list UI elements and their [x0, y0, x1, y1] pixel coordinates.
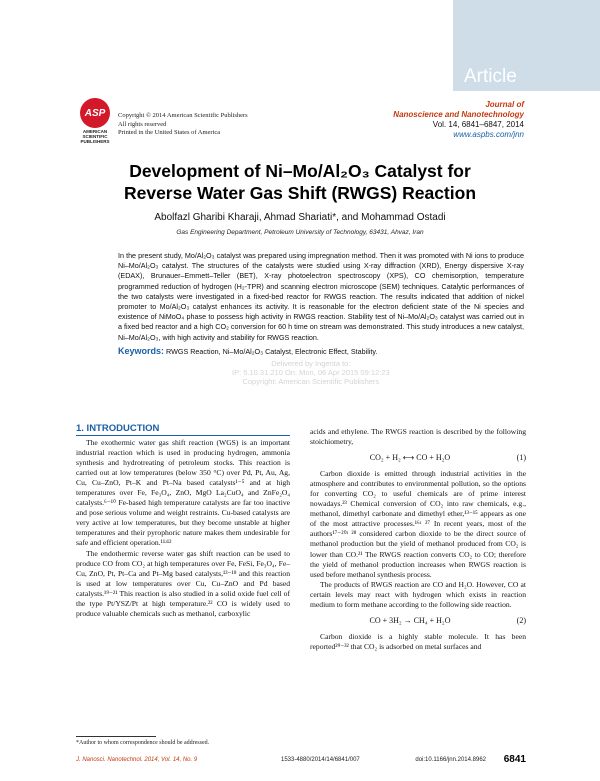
paragraph: The products of RWGS reaction are CO and H₂O. However, CO at certain levels may react with hydrogen which exists in reaction medium to form methane according to the following side reaction. [310, 579, 526, 609]
abstract-text: In the present study, Mo/Al₂O₃ catalyst was prepared using impregnation method. Then it was promoted with Ni ions to produce Ni–Mo/Al₂O₃ catalyst. The structures of the catalysts were studied using X-ray diffraction (XRD), Energy dispersive X-ray (EDAX), Brunauer–Emmett–Teller (BET), X-ray photoelectron spectroscopy (XPS), CO chemisorption, temperature programmed reduction of hydrogen (H₂-TPR) and scanning electron microscope (SEM) techniques. Catalytic performances of the two catalysts were investigated in a fixed-bed reactor for RWGS reaction. The results indicated that addition of nickel promoter to Mo/Al₂O₃ catalyst enhances its activity. It is reasonable for the electron deficient state of the Ni species and existence of NiMoO₄ phase to possess high activity in RWGS reaction. Stability test of Ni–Mo/Al₂O₃ catalyst was carried out in a fixed bed reactor and a high CO₂ conversion for 60 h time on stream was demonstrated. This study introduces a new catalyst, Ni–Mo/Al₂O₃, with high activity and stability for RWGS reaction. [118, 251, 524, 342]
author-list: Abolfazl Gharibi Kharaji, Ahmad Shariati*, and Mohammad Ostadi [154, 212, 446, 223]
left-column [76, 438, 290, 619]
section-divider [76, 435, 290, 436]
footer-doi: doi:10.1166/jnn.2014.8962 [415, 757, 486, 763]
keywords-label: Keywords: [118, 346, 165, 356]
right-column [310, 427, 526, 652]
section-heading: 1. INTRODUCTION [76, 423, 160, 434]
paragraph: acids and ethylene. The RWGS reaction is described by the following stoichiometry, [310, 427, 526, 447]
copyright-notice: Copyright © 2014 American Scientific Publishers All rights reserved Printed in the United States of America [118, 112, 248, 136]
paragraph: The endothermic reverse water gas shift reaction can be used to produce CO from CO₂ at high temperatures over Fe, FeSi, Fe₃O₄, Fe–Cu, ZnO, Pt, Pt–Ca and Pt–Mg based catalysts,¹³⁻¹⁸ and this reaction is used at low temperatures over Cu, Cu–ZnO and Pd based catalysts.¹⁹⁻²¹ This reaction is also studied in a solid oxide fuel cell of the type Pt/YSZ/Pt at high temperature.²² CO is widely used to produce valuable chemicals such as methanol, carboxylic [76, 548, 290, 618]
footnote: *Author to whom correspondence should be addressed. [76, 740, 210, 746]
footer-journal: J. Nanosci. Nanotechnol. 2014, Vol. 14, No. 9 [76, 757, 198, 763]
journal-info: Journal of Nanoscience and Nanotechnology Vol. 14, 6841–6847, 2014 www.aspbs.com/jnn [393, 100, 524, 139]
journal-url-link[interactable]: www.aspbs.com/jnn [453, 130, 524, 139]
asp-logo-icon: ASP [80, 98, 110, 128]
keywords-text: RWGS Reaction, Ni–Mo/Al₂O₃ Catalyst, Electronic Effect, Stability. [166, 347, 378, 356]
footer-issn: 1533-4880/2014/14/6841/007 [281, 757, 360, 763]
keywords [118, 346, 524, 356]
paper-title: Development of Ni–Mo/Al₂O₃ Catalyst for Reverse Water Gas Shift (RWGS) Reaction [123, 161, 477, 203]
publisher-logo: ASP AMERICAN SCIENTIFIC PUBLISHERS [76, 98, 114, 144]
paragraph: Carbon dioxide is a highly stable molecule. It has been reported²⁹⁻³² that CO₂ is adsorbed on metal surfaces and [310, 631, 526, 651]
paragraph: Carbon dioxide is emitted through industrial activities in the atmosphere and contributes to environmental pollution, so the options for converting CO₂ to useful chemicals are of prime interest nowadays.²³ Chemical conversion of CO₂ into raw chemicals, e.g., methanol, dimethyl carbonate and dimethyl ether,¹³⁻¹⁵ appears as one of the most attractive processes.¹⁶ʴ ²⁷ In recent years, most of the authors¹⁷⁻²⁰ʴ ²⁸ considered carbon dioxide to be the direct source of methanol production but the yield of methanol produced from CO₂ is lower than CO.²¹ The RWGS reaction converts CO₂ to CO; therefore the yield of methanol production increases when RWGS reaction is used before methanol synthesis process. [310, 469, 526, 579]
paragraph: The exothermic water gas shift reaction (WGS) is an important industrial reaction which is used in producing hydrogen, ammonia synthesis and hydrotreating of petroleum stocks. This reaction is carried out at low temperatures (below 350 °C) over Pd, Pt, Au, Ag, Cu, Cu–ZnO, Pt–K and Pt–Na based catalysts¹⁻⁵ and at high temperatures over Fe, Fe₃O₄, ZnO, MgO La₂CuO₄ and ZnFe₂O₄ catalysts.⁶⁻¹⁰ Fe-based high temperature catalysts are far too inactive and pose serious volume and weight restraints. Cu-based catalysts are very active at low temperatures, but they become unstable at higher temperatures and their pyrophoric nature makes them undesirable for safe and efficient operation.¹¹ʴ¹² [76, 438, 290, 548]
delivery-watermark: Delivered by Ingenta to: IP: 5.10.31.210 On: Mon, 06 Apr 2015 09:12:23 Copyright: American Scientific Publishers [232, 359, 390, 386]
equation-1: CO₂ + H₂ ⟷ CO + H₂O (1) [369, 453, 526, 463]
equation-2: CO + 3H₂ → CH₄ + H₂O (2) [369, 615, 526, 625]
page-number: 6841 [503, 754, 526, 765]
affiliation: Gas Engineering Department, Petroleum University of Technology, 63431, Ahvaz, Iran [176, 229, 424, 236]
article-type-label: Article [464, 66, 517, 87]
footnote-divider [76, 736, 156, 737]
